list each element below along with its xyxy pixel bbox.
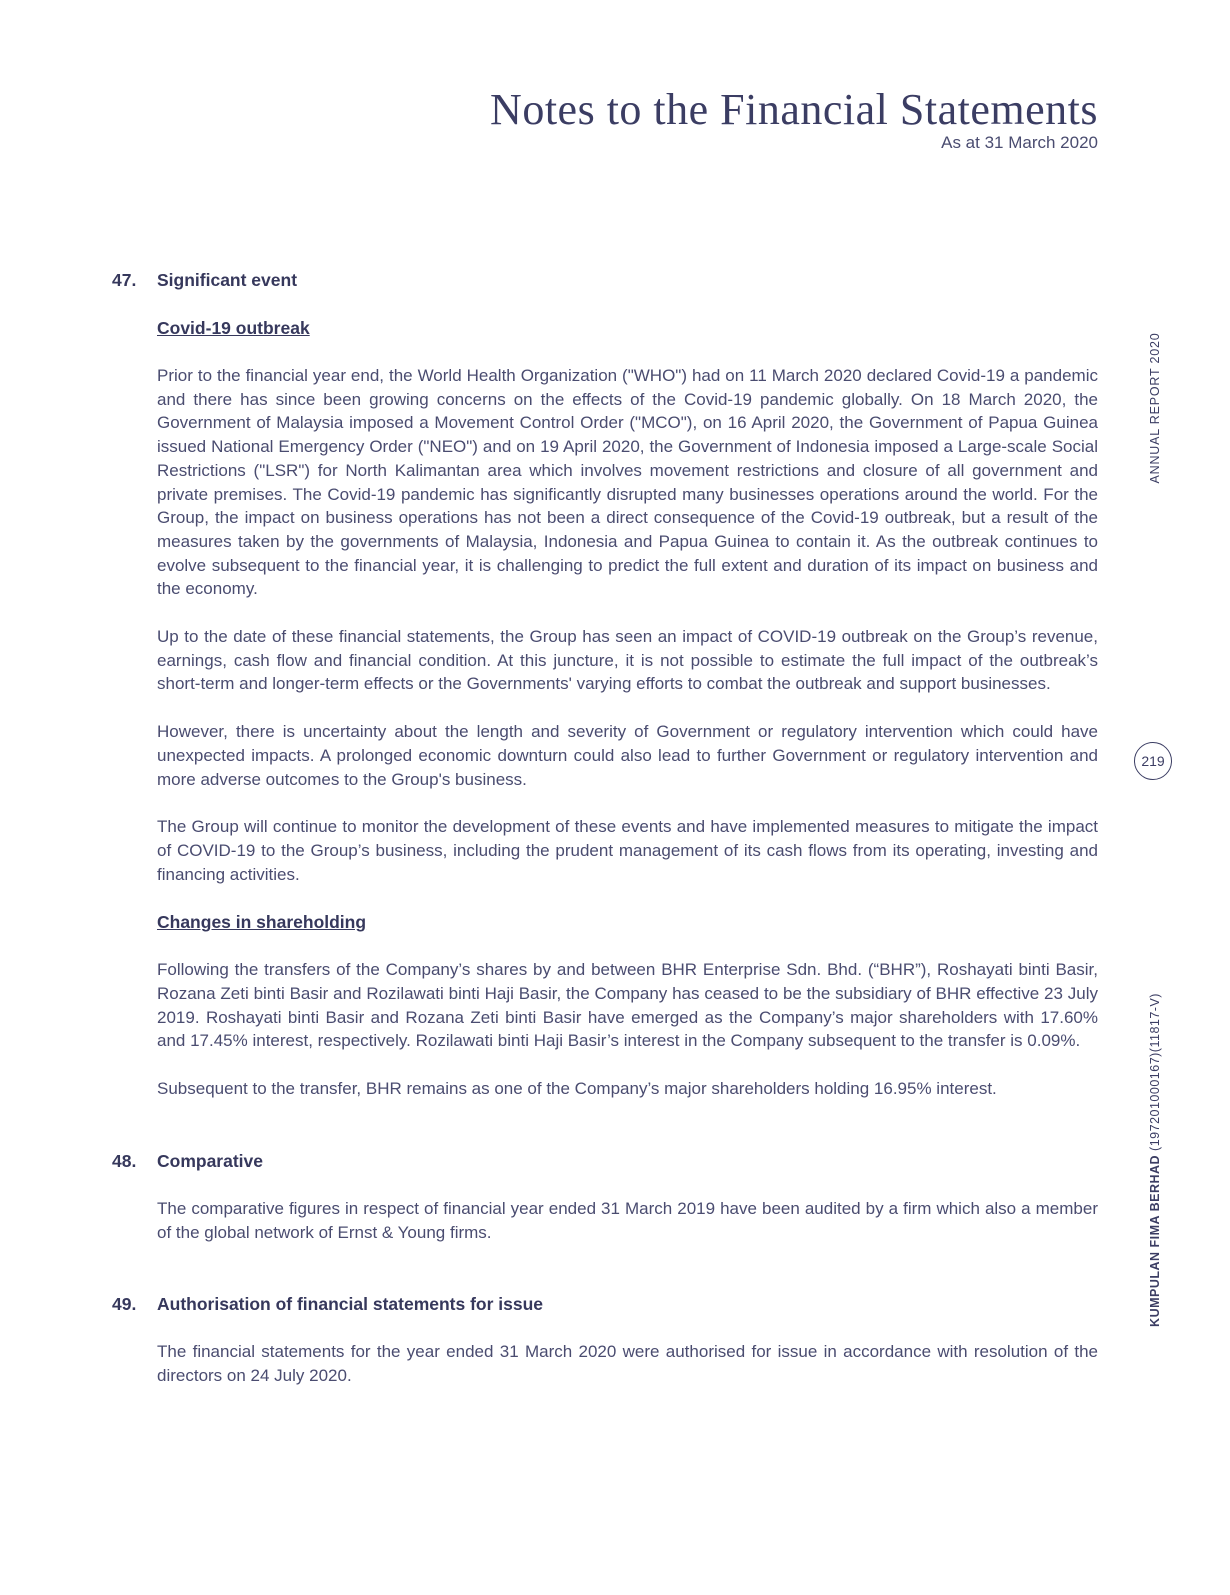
page-number: 219 [1141,753,1165,769]
subsection-heading-shareholding: Changes in shareholding [157,912,367,933]
note-body [157,1197,1098,1244]
paragraph: Up to the date of these financial statements, the Group has seen an impact of COVID-19 outbreak on the Group’s revenue, earnings, cash flow and financial condition. At this juncture, it is not possible to estimate the full impact of the outbreak’s short-term and longer-term effects or the Governments' varying efforts to combat the outbreak and support businesses. [157,627,1098,694]
annual-report-label: ANNUAL REPORT 2020 [1148,332,1162,484]
paragraph: Prior to the financial year end, the World Health Organization ("WHO") had on 11 March 2020 declared Covid-19 a pandemic and there has since been growing concerns on the effects of the Covid-19 pandemic globally. On 18 March 2020, the Government of Malaysia imposed a Movement Control Order ("MCO"), on 16 April 2020, the Government of Papua Guinea issued National Emergency Order ("NEO") and on 19 April 2020, the Government of Indonesia imposed a Large-scale Social Restrictions ("LSR") for North Kalimantan area which involves movement restrictions and closure of all government and private premises. The Covid-19 pandemic has significantly disrupted many businesses operations around the world. For the Group, the impact on business operations has not been a direct consequence of the Covid-19 outbreak, but a result of the measures taken by the governments of Malaysia, Indonesia and Papua Guinea to contain it. As the outbreak continues to evolve subsequent to the financial year, it is challenging to predict the full extent and duration of its impact on business and the economy. [157,366,1098,599]
note-number: 47. [112,270,137,290]
paragraph: The Group will continue to monitor the development of these events and have implemented measures to mitigate the impact of COVID-19 to the Group’s business, including the prudent management of its cash flows from its operating, investing and financing activities. [157,817,1098,884]
note-heading [112,268,1098,292]
company-label [1148,993,1162,1327]
paragraph: The comparative figures in respect of financial year ended 31 March 2019 have been audited by a firm which also a member of the global network of Ernst & Young firms. [157,1198,1098,1242]
page-title: Notes to the Financial Statements [490,85,1098,134]
note-48 [112,1149,1098,1244]
company-name: KUMPULAN FIMA BERHAD [1148,1154,1162,1327]
subsection-heading-covid: Covid-19 outbreak [157,318,310,338]
note-title: Significant event [157,270,298,290]
note-title: Comparative [157,1150,264,1171]
paragraph: Following the transfers of the Company’s shares by and between BHR Enterprise Sdn. Bhd. (“BHR”), Roshayati binti Basir, Rozana Zeti binti Basir and Rozilawati binti Haji Basir, the Company has ceased to be the subsidiary of BHR effective 23 July 2019. Roshayati binti Basir and Rozana Zeti binti Basir have emerged as the Company’s major shareholders with 17.60% and 17.45% interest, respectively. Rozilawati binti Haji Basir’s interest in the Company subsequent to the transfer is 0.09%. [157,960,1098,1051]
note-title: Authorisation of financial statements for issue [157,1294,544,1315]
paragraph: However, there is uncertainty about the length and severity of Government or regulatory intervention which could have unexpected impacts. A prolonged economic downturn could also lead to further Government or regulatory intervention and more adverse outcomes to the Group's business. [157,722,1098,789]
note-47 [112,268,1098,1101]
page-number-badge [1134,742,1172,780]
note-heading [112,1149,1098,1173]
paragraph: The financial statements for the year ended 31 March 2020 were authorised for issue in accordance with resolution of the directors on 24 July 2020. [157,1342,1098,1385]
note-number: 48. [112,1150,137,1171]
page-subtitle: As at 31 March 2020 [941,133,1098,152]
note-body [157,1340,1098,1387]
note-body [157,316,1098,1101]
note-number: 49. [112,1294,137,1315]
note-heading [112,1292,1098,1316]
company-registration: (197201000167)(11817-V) [1148,993,1162,1151]
paragraph: Subsequent to the transfer, BHR remains as one of the Company’s major shareholders holding 16.95% interest. [157,1079,997,1099]
notes-content [112,268,1098,1388]
note-49 [112,1292,1098,1387]
